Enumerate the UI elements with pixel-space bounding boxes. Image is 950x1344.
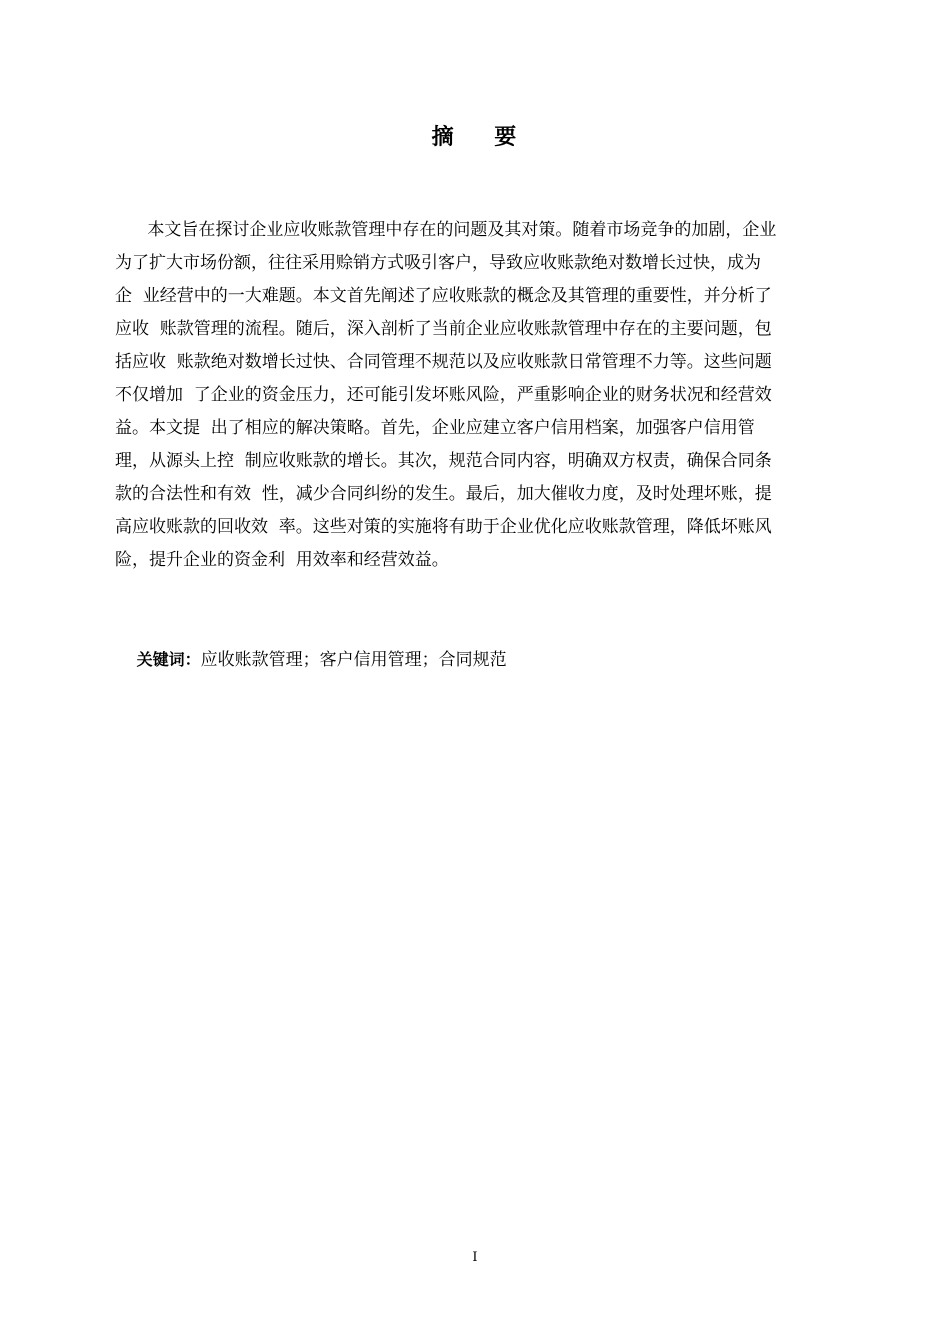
abstract-body [115,214,851,577]
abstract-line-7: 益。本文提 出了相应的解决策略。首先，企业应建立客户信用档案，加强客户信用管 [115,418,755,438]
keywords-text: 应收账款管理；客户信用管理；合同规范 [200,650,507,670]
keywords-row [115,610,851,670]
abstract-line-5: 括应收 账款绝对数增长过快、合同管理不规范以及应收账款日常管理不力等。这些问题 [115,352,772,372]
abstract-line-2: 为了扩大市场份额，往往采用赊销方式吸引客户，导致应收账款绝对数增长过快，成为 [115,253,761,273]
abstract-line-8: 理，从源头上控 制应收账款的增长。其次，规范合同内容，明确双方权责，确保合同条 [115,451,772,471]
abstract-line-10: 高应收账款的回收效 率。这些对策的实施将有助于企业优化应收账款管理，降低坏账风 [115,517,772,537]
abstract-line-3: 企 业经营中的一大难题。本文首先阐述了应收账款的概念及其管理的重要性，并分析了 [115,286,772,306]
abstract-line-11: 险，提升企业的资金利 用效率和经营效益。 [115,550,449,570]
keywords-label: 关键词： [136,650,201,669]
page-number: I [472,1250,478,1265]
abstract-line-9: 款的合法性和有效 性，减少合同纠纷的发生。最后，加大催收力度，及时处理坏账，提 [115,484,772,504]
abstract-line-4: 应收 账款管理的流程。随后，深入剖析了当前企业应收账款管理中存在的主要问题，包 [115,319,772,339]
abstract-line-6: 不仅增加 了企业的资金压力，还可能引发坏账风险，严重影响企业的财务状况和经营效 [115,385,772,405]
abstract-title: 摘 要 [431,125,519,150]
abstract-line-1: 本文旨在探讨企业应收账款管理中存在的问题及其对策。随着市场竞争的加剧，企业 [115,220,777,240]
